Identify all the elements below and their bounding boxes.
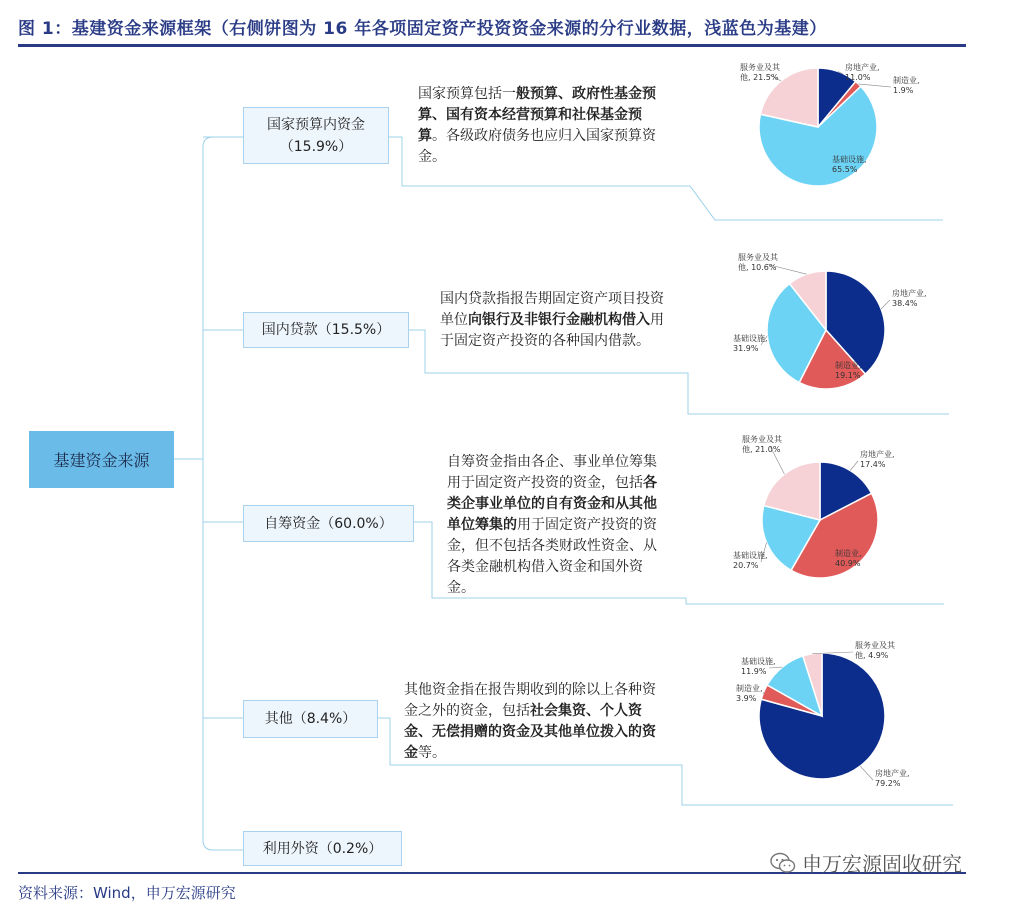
node-self-raised: 自筹资金（60.0%） bbox=[243, 505, 414, 542]
pie-slice-label: 制造业, 1.9% bbox=[893, 76, 920, 95]
pie-leader-line bbox=[860, 766, 873, 780]
pie-leader-line bbox=[850, 461, 858, 471]
pie-slice-label: 基础设施, 65.5% bbox=[832, 155, 867, 174]
desc-highlight: 社会集资、个人资金、无偿捐赠的资金及其他单位拨入的资金 bbox=[404, 703, 656, 761]
pie-slice-label: 制造业, 3.9% bbox=[736, 684, 763, 703]
watermark bbox=[770, 848, 962, 877]
desc-text: 用于固定资产投资的各种国内借款。 bbox=[440, 312, 664, 349]
desc-highlight: 各类企事业单位的自有资金和从其他单位筹集的 bbox=[447, 475, 657, 533]
pie-leader-line bbox=[858, 84, 891, 87]
pie-leader-line bbox=[881, 300, 890, 309]
pie-slice-label: 房地产业, 17.4% bbox=[860, 450, 895, 469]
node-label: 国家预算内资金 bbox=[267, 116, 365, 133]
desc-highlight: 向银行及非银行金融机构借入 bbox=[468, 312, 650, 328]
desc-text: 自筹资金指由各企、事业单位筹集用于固定资产投资的资金，包括 bbox=[447, 454, 657, 491]
node-other: 其他（8.4%） bbox=[243, 700, 378, 738]
node-percent: （15.9%） bbox=[279, 138, 353, 155]
desc-text: 其他资金指在报告期收到的除以上各种资金之外的资金，包括 bbox=[404, 682, 656, 719]
pie-chart-3 bbox=[733, 434, 895, 578]
desc-highlight: 般预算、政府性基金预算、国有资本经营预算和社保基金预算 bbox=[418, 86, 656, 144]
chat-bubble-icon bbox=[770, 852, 796, 874]
pie-chart-2 bbox=[733, 252, 927, 389]
pie-slice-label: 房地产业, 38.4% bbox=[892, 289, 927, 308]
pie-slice-label: 服务业及其他, 4.9% bbox=[855, 641, 895, 660]
pie-slice-label: 服务业及其他, 10.6% bbox=[738, 253, 778, 272]
desc-text: 。各级政府债务也应归入国家预算资金。 bbox=[418, 128, 656, 165]
pie-slice-label: 基础设施, 20.7% bbox=[733, 551, 768, 570]
root-node: 基建资金来源 bbox=[29, 431, 174, 488]
pie-slice-label: 房地产业, 79.2% bbox=[875, 769, 910, 788]
figure-title: 图 1：基建资金来源框架（右侧饼图为 16 年各项固定资产投资资金来源的分行业数据，浅蓝色为基建） bbox=[18, 19, 827, 39]
pie-slice-label: 基础设施, 11.9% bbox=[741, 657, 776, 676]
pie-slice-label: 制造业, 19.1% bbox=[835, 361, 862, 380]
node-domestic-loans: 国内贷款（15.5%） bbox=[243, 312, 409, 348]
source-note: 资料来源：Wind，申万宏源研究 bbox=[18, 884, 236, 902]
pie-slice-label: 服务业及其他, 21.0% bbox=[742, 435, 782, 454]
pie-slice-label: 基础设施, 31.9% bbox=[733, 334, 768, 353]
desc-text: 国家预算包括一 bbox=[418, 86, 516, 102]
pie-slice-label: 服务业及其他, 21.5% bbox=[740, 63, 780, 82]
node-foreign-capital: 利用外资（0.2%） bbox=[243, 831, 402, 866]
pie-chart-4 bbox=[736, 640, 910, 788]
pie-slice-label: 制造业, 40.9% bbox=[835, 549, 862, 568]
desc-text: 国内贷款指报告期固定资产项目投资单位 bbox=[440, 291, 664, 328]
desc-text: 等。 bbox=[418, 745, 446, 761]
desc-text: 用于固定资产投资的资金，但不包括各类财政性资金、从各类金融机构借入资金和国外资金。 bbox=[447, 517, 657, 596]
pie-slice-label: 房地产业, 11.0% bbox=[845, 63, 880, 82]
pie-chart-1 bbox=[740, 62, 920, 186]
watermark-text: 申万宏源固收研究 bbox=[802, 852, 962, 876]
